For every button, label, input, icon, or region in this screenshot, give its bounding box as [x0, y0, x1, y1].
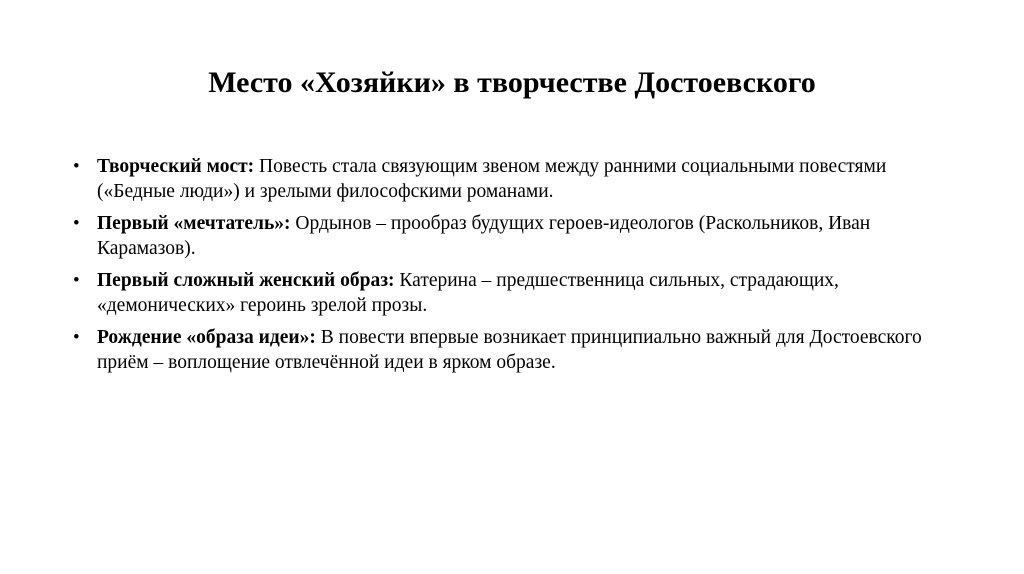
bullet-text: Ордынов – прообраз будущих героев-идеологов (Раскольников, Иван Карамазов). [97, 213, 871, 259]
bullet-text: В повести впервые возникает принципиально важный для Достоевского приём – воплощение отвлечённой идеи в ярком образе. [97, 327, 922, 373]
bullet-term: Первый «мечтатель»: [97, 213, 291, 234]
bullet-icon: • [73, 156, 80, 177]
slide-title: Место «Хозяйки» в творчестве Достоевского [208, 66, 816, 99]
bullet-list [73, 154, 933, 382]
bullet-text: Катерина – предшественница сильных, страдающих, «демонических» героинь зрелой прозы. [97, 270, 839, 316]
bullet-icon: • [73, 270, 80, 291]
bullet-icon: • [73, 213, 80, 234]
bullet-item-idea-image [73, 325, 933, 375]
bullet-term: Творческий мост: [97, 156, 255, 177]
bullet-item-female-image [73, 268, 933, 318]
bullet-item-creative-bridge [73, 154, 933, 204]
bullet-text: Повесть стала связующим звеном между ранними социальными повестями («Бедные люди») и зрелыми философскими романами. [97, 156, 887, 202]
bullet-term: Рождение «образа идеи»: [97, 327, 316, 348]
bullet-icon: • [73, 327, 80, 348]
bullet-item-first-dreamer [73, 211, 933, 261]
bullet-term: Первый сложный женский образ: [97, 270, 395, 291]
